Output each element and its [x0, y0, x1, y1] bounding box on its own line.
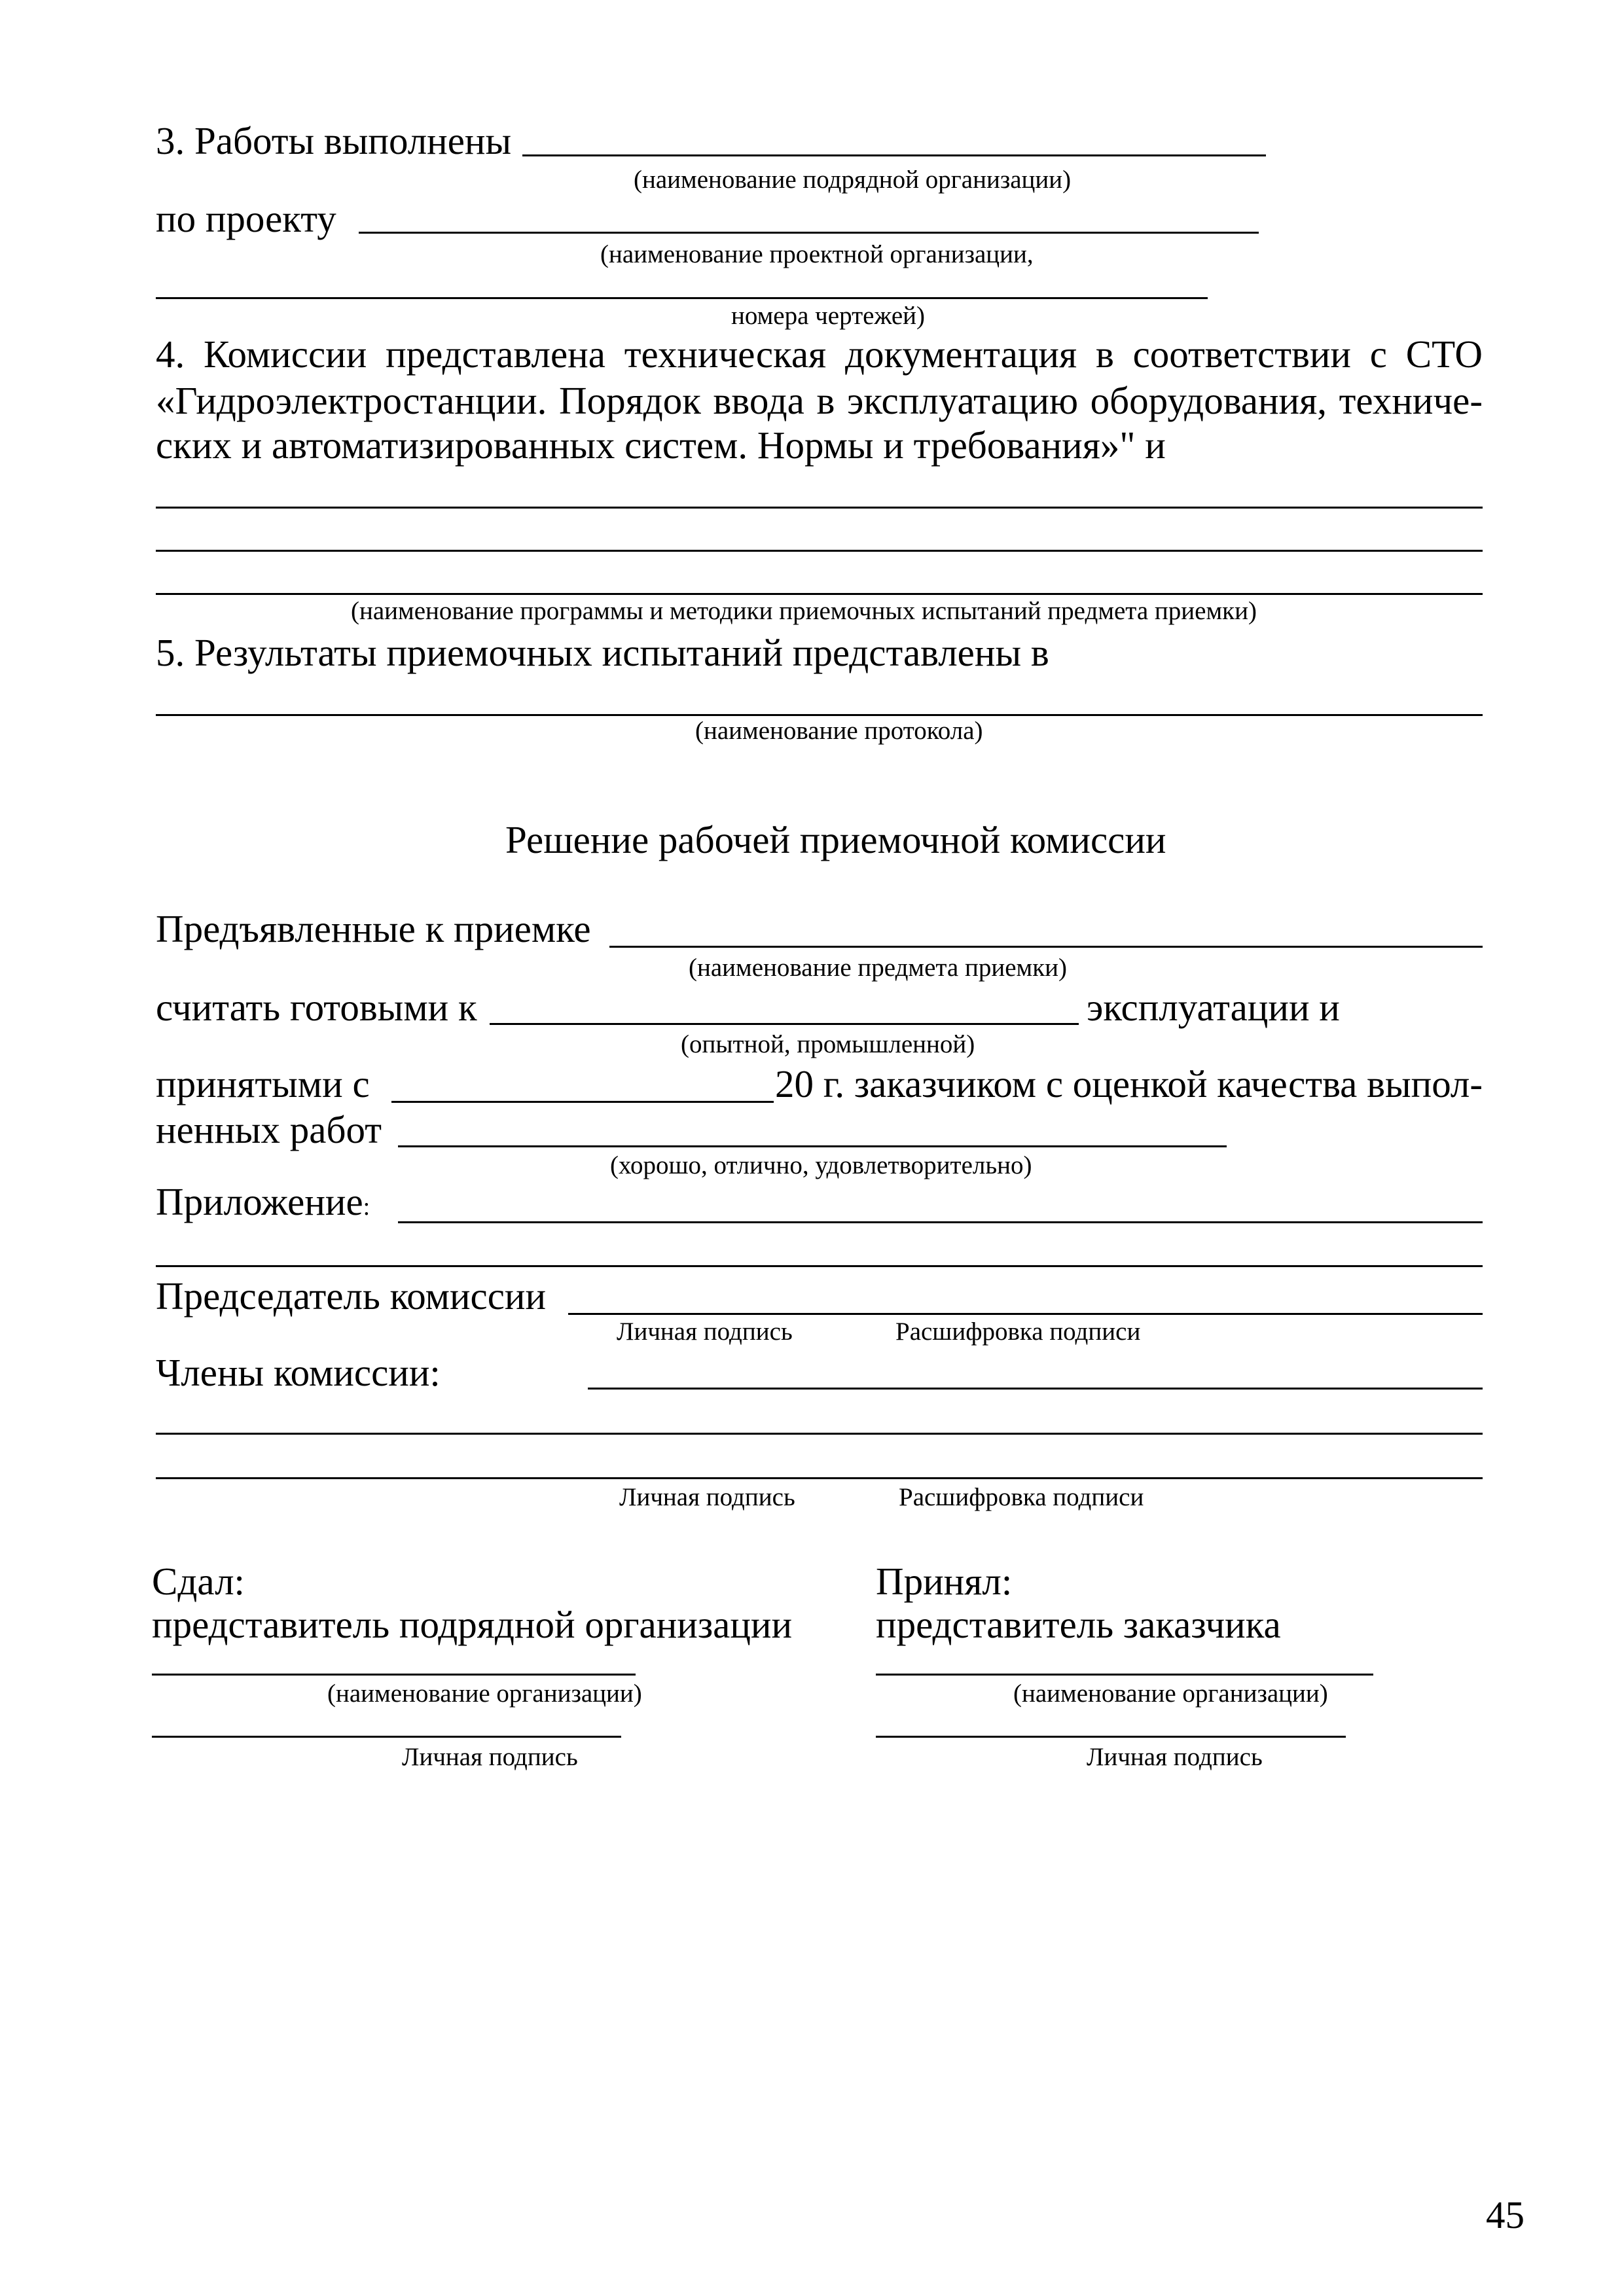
year-customer-text: 20 г. заказчиком с оценкой качества выпол-	[775, 1062, 1483, 1105]
customer-signature-caption: Личная подпись	[1087, 1743, 1263, 1771]
works-done-label: 3. Работы выполнены	[156, 119, 512, 162]
contractor-caption: (наименование подрядной организации)	[634, 166, 1072, 194]
section4-line2: «Гидроэлектростанции. Порядок ввода в эксплуатацию оборудования, техниче-	[156, 379, 1483, 422]
contractor-signature-caption: Личная подпись	[402, 1743, 578, 1771]
page-number: 45	[1486, 2193, 1525, 2236]
contractor-field[interactable]	[522, 154, 1266, 156]
quality-field[interactable]	[398, 1145, 1227, 1147]
contractor-signature-field[interactable]	[152, 1736, 621, 1738]
program-field-line2[interactable]	[156, 550, 1483, 552]
works-done-quality-label: ненных работ	[156, 1108, 382, 1151]
members-decode-caption: Расшифровка подписи	[899, 1483, 1144, 1511]
program-caption: (наименование программы и методики приемочных испытаний предмета приемки)	[351, 597, 1257, 625]
members-label: Члены комиссии:	[156, 1351, 441, 1394]
protocol-field[interactable]	[156, 714, 1483, 716]
appendix-field-line1[interactable]	[398, 1221, 1483, 1223]
chairman-label: Председатель комиссии	[156, 1274, 547, 1318]
customer-org-caption: (наименование организации)	[1013, 1679, 1328, 1708]
contractor-org-caption: (наименование организации)	[327, 1679, 642, 1708]
drawings-caption: номера чертежей)	[731, 302, 926, 330]
section4-line1: 4. Комиссии представлена техническая документация в соответствии с СТО	[156, 332, 1483, 376]
handed-title: Сдал:	[152, 1560, 245, 1603]
operation-caption: (опытной, промышленной)	[681, 1030, 975, 1058]
section5-line: 5. Результаты приемочных испытаний представлены в	[156, 631, 1049, 674]
appendix-word: Приложение	[156, 1180, 363, 1223]
member-field-line2[interactable]	[156, 1433, 1483, 1435]
appendix-field-line2[interactable]	[156, 1265, 1483, 1267]
decision-heading: Решение рабочей приемочной комиссии	[505, 818, 1166, 861]
operation-and-label: эксплуатации и	[1087, 986, 1340, 1029]
contractor-org-field[interactable]	[152, 1674, 636, 1676]
appendix-colon: :	[363, 1193, 370, 1221]
customer-org-field[interactable]	[876, 1674, 1373, 1676]
member-field-line3[interactable]	[156, 1477, 1483, 1479]
project-org-field[interactable]	[359, 232, 1259, 234]
ready-for-label: считать готовыми к	[156, 986, 477, 1029]
subject-field[interactable]	[609, 946, 1483, 948]
protocol-caption: (наименование протокола)	[695, 717, 983, 745]
accepted-title: Принял:	[876, 1560, 1013, 1603]
accepted-date-field[interactable]	[391, 1101, 774, 1103]
quality-caption: (хорошо, отлично, удовлетворительно)	[610, 1151, 1032, 1179]
member-field-line1[interactable]	[588, 1388, 1483, 1390]
customer-rep-label: представитель заказчика	[876, 1603, 1281, 1646]
program-field-line1[interactable]	[156, 507, 1483, 509]
customer-signature-field[interactable]	[876, 1736, 1346, 1738]
chairman-signature-caption: Личная подпись	[617, 1318, 793, 1346]
section4-line3: ских и автоматизированных систем. Нормы и требования»" и	[156, 423, 1166, 467]
subject-caption: (наименование предмета приемки)	[689, 954, 1068, 982]
by-project-label: по проекту	[156, 197, 336, 240]
appendix-label	[156, 1180, 370, 1223]
members-signature-caption: Личная подпись	[619, 1483, 795, 1511]
project-org-caption: (наименование проектной организации,	[600, 240, 1034, 268]
chairman-decode-caption: Расшифровка подписи	[895, 1318, 1141, 1346]
chairman-signature-field[interactable]	[568, 1313, 1483, 1315]
program-field-line3[interactable]	[156, 593, 1483, 595]
operation-type-field[interactable]	[490, 1023, 1079, 1025]
drawings-field[interactable]	[156, 297, 1208, 299]
accepted-from-label: принятыми с	[156, 1062, 370, 1105]
presented-label: Предъявленные к приемке	[156, 907, 591, 950]
contractor-rep-label: представитель подрядной организации	[152, 1603, 793, 1646]
